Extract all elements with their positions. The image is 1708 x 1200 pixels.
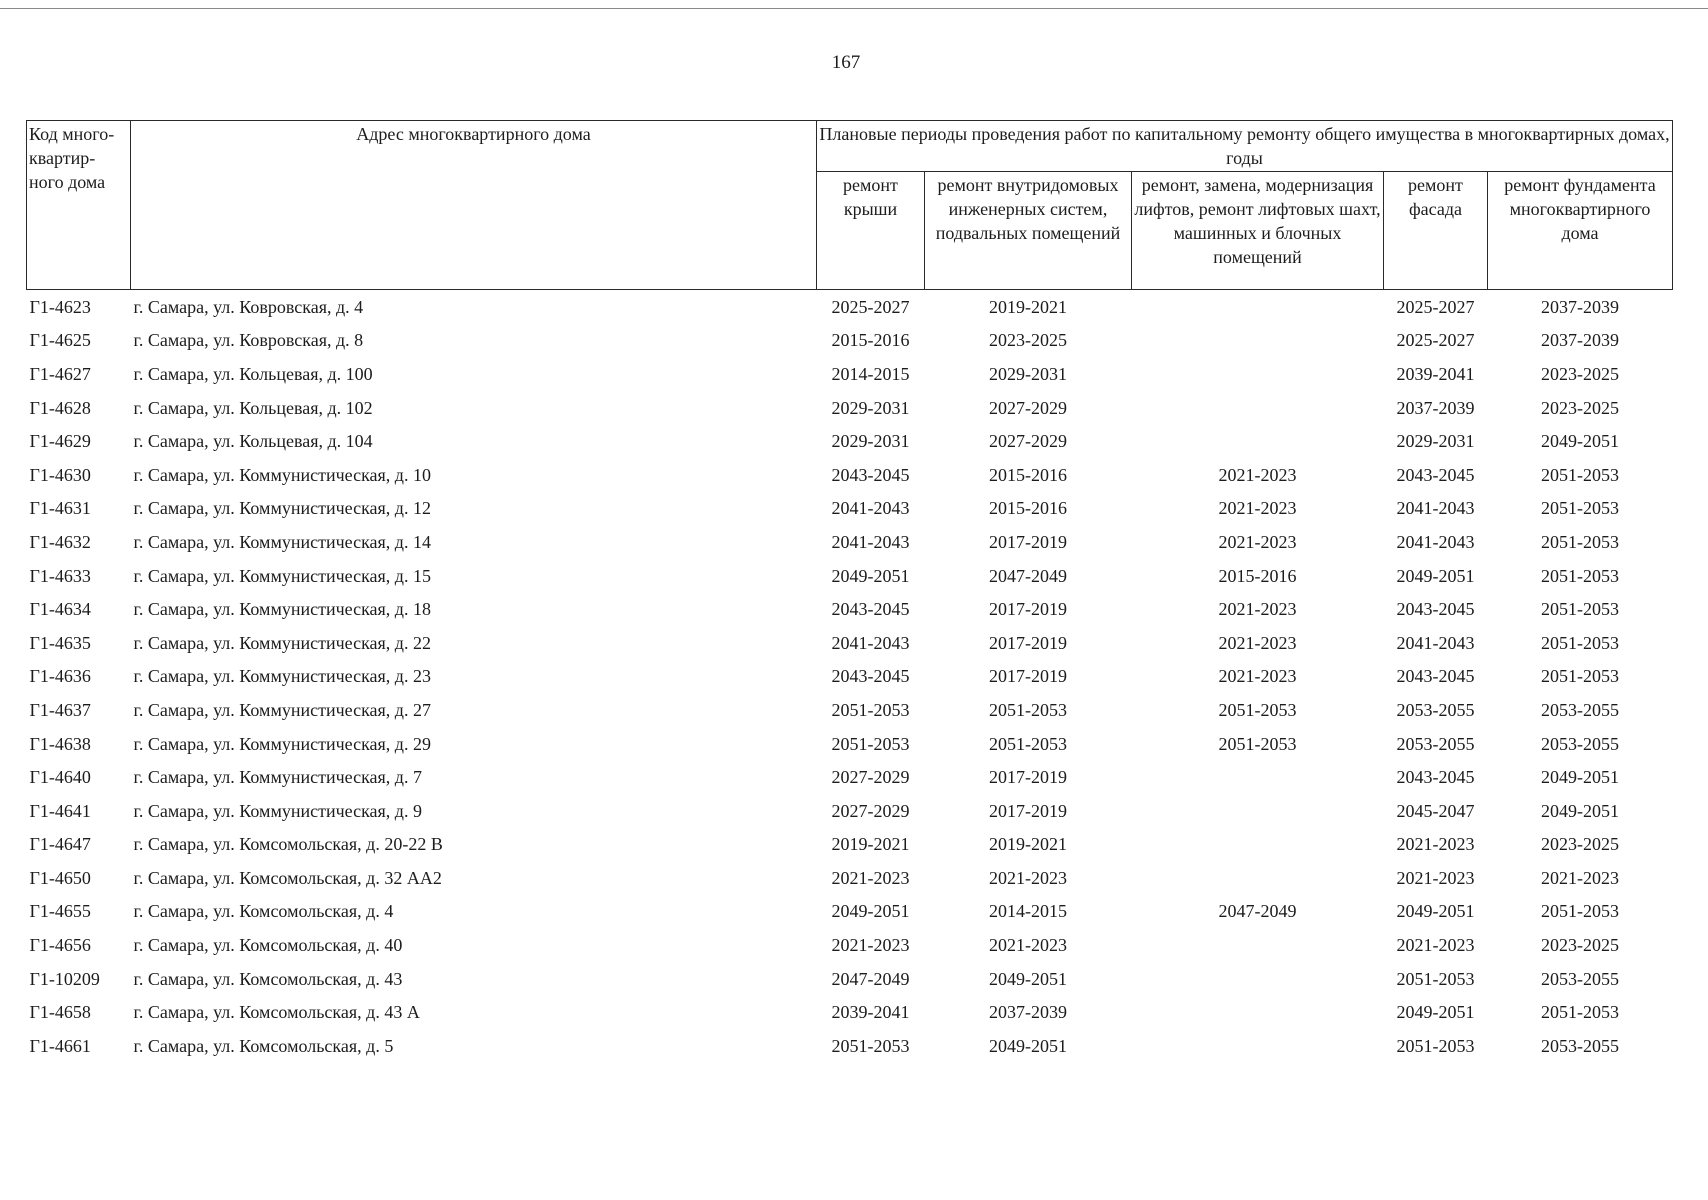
cell-engineering: 2021-2023 <box>989 867 1067 888</box>
cell-roof: 2051-2053 <box>831 733 910 754</box>
cell-code: Г1-4627 <box>29 363 91 384</box>
cell-elevator: 2021-2023 <box>1218 498 1297 519</box>
cell-foundation: 2049-2051 <box>1541 800 1619 821</box>
table-row <box>27 693 1673 727</box>
table-row <box>27 626 1673 660</box>
header-elevator: ремонт, замена, модернизация лифтов, ремонт лифтовых шахт, машинных и блочных помещений <box>1132 172 1384 290</box>
cell-code: Г1-4631 <box>29 498 91 519</box>
cell-code: Г1-4635 <box>29 632 91 653</box>
cell-facade: 2045-2047 <box>1396 800 1475 821</box>
table-row <box>27 458 1673 492</box>
header-planned-periods: Плановые периоды проведения работ по капитальному ремонту общего имущества в многоквартирных домах, годы <box>817 121 1673 172</box>
cell-foundation: 2049-2051 <box>1541 431 1619 452</box>
cell-foundation: 2051-2053 <box>1541 1002 1619 1023</box>
cell-facade: 2049-2051 <box>1396 901 1475 922</box>
cell-foundation: 2051-2053 <box>1541 531 1619 552</box>
cell-roof: 2021-2023 <box>831 935 910 956</box>
cell-foundation: 2023-2025 <box>1541 834 1619 855</box>
repair-plan-table <box>26 120 1673 1063</box>
cell-elevator: 2051-2053 <box>1218 699 1297 720</box>
cell-facade: 2021-2023 <box>1396 935 1475 956</box>
cell-elevator <box>1132 995 1384 1029</box>
cell-foundation: 2051-2053 <box>1541 632 1619 653</box>
cell-elevator: 2021-2023 <box>1218 464 1297 485</box>
cell-address: г. Самара, ул. Кольцевая, д. 100 <box>133 363 373 384</box>
cell-elevator: 2021-2023 <box>1218 531 1297 552</box>
cell-facade: 2053-2055 <box>1396 733 1475 754</box>
cell-engineering: 2017-2019 <box>989 599 1067 620</box>
cell-facade: 2025-2027 <box>1396 296 1475 317</box>
cell-foundation: 2049-2051 <box>1541 767 1619 788</box>
cell-roof: 2027-2029 <box>831 800 910 821</box>
cell-facade: 2053-2055 <box>1396 699 1475 720</box>
cell-engineering: 2023-2025 <box>989 330 1067 351</box>
cell-roof: 2021-2023 <box>831 867 910 888</box>
cell-engineering: 2017-2019 <box>989 666 1067 687</box>
cell-elevator <box>1132 1029 1384 1063</box>
cell-address: г. Самара, ул. Комсомольская, д. 40 <box>133 935 403 956</box>
cell-roof: 2019-2021 <box>831 834 910 855</box>
cell-facade: 2043-2045 <box>1396 666 1475 687</box>
table-row <box>27 794 1673 828</box>
table-row <box>27 828 1673 862</box>
cell-facade: 2043-2045 <box>1396 464 1475 485</box>
cell-address: г. Самара, ул. Комсомольская, д. 32 АА2 <box>133 867 442 888</box>
table-row <box>27 290 1673 324</box>
cell-code: Г1-4623 <box>29 296 91 317</box>
cell-address: г. Самара, ул. Ковровская, д. 4 <box>133 296 364 317</box>
cell-foundation: 2053-2055 <box>1541 699 1619 720</box>
cell-engineering: 2051-2053 <box>989 733 1067 754</box>
header-roof: ремонт крыши <box>817 172 925 290</box>
cell-foundation: 2051-2053 <box>1541 565 1619 586</box>
cell-facade: 2049-2051 <box>1396 565 1475 586</box>
cell-elevator: 2051-2053 <box>1218 733 1297 754</box>
table-body <box>27 290 1673 1063</box>
cell-address: г. Самара, ул. Кольцевая, д. 102 <box>133 397 373 418</box>
cell-address: г. Самара, ул. Коммунистическая, д. 27 <box>133 699 431 720</box>
cell-engineering: 2019-2021 <box>989 296 1067 317</box>
cell-facade: 2043-2045 <box>1396 767 1475 788</box>
cell-address: г. Самара, ул. Комсомольская, д. 4 <box>133 901 394 922</box>
cell-code: Г1-4647 <box>29 834 91 855</box>
cell-foundation: 2051-2053 <box>1541 599 1619 620</box>
cell-code: Г1-4641 <box>29 800 91 821</box>
cell-roof: 2039-2041 <box>831 1002 910 1023</box>
cell-roof: 2043-2045 <box>831 666 910 687</box>
cell-address: г. Самара, ул. Ковровская, д. 8 <box>133 330 364 351</box>
cell-facade: 2051-2053 <box>1396 968 1475 989</box>
cell-foundation: 2053-2055 <box>1541 733 1619 754</box>
cell-engineering: 2014-2015 <box>989 901 1067 922</box>
cell-facade: 2051-2053 <box>1396 1035 1475 1056</box>
cell-roof: 2029-2031 <box>831 397 910 418</box>
cell-elevator: 2021-2023 <box>1218 632 1297 653</box>
cell-engineering: 2037-2039 <box>989 1002 1067 1023</box>
table-row <box>27 760 1673 794</box>
cell-elevator: 2021-2023 <box>1218 599 1297 620</box>
cell-elevator <box>1132 928 1384 962</box>
cell-foundation: 2037-2039 <box>1541 296 1619 317</box>
cell-facade: 2021-2023 <box>1396 834 1475 855</box>
header-engineering: ремонт внутридомовых инженерных систем, подвальных помещений <box>925 172 1132 290</box>
cell-engineering: 2015-2016 <box>989 498 1067 519</box>
cell-foundation: 2051-2053 <box>1541 464 1619 485</box>
cell-foundation: 2023-2025 <box>1541 935 1619 956</box>
cell-roof: 2043-2045 <box>831 464 910 485</box>
cell-elevator <box>1132 357 1384 391</box>
cell-code: Г1-4658 <box>29 1002 91 1023</box>
table-row <box>27 928 1673 962</box>
cell-engineering: 2051-2053 <box>989 699 1067 720</box>
table-row <box>27 995 1673 1029</box>
header-code: Код много-квартир-ного дома <box>27 121 131 290</box>
table-row <box>27 727 1673 761</box>
cell-code: Г1-4637 <box>29 699 91 720</box>
cell-facade: 2021-2023 <box>1396 867 1475 888</box>
cell-code: Г1-4656 <box>29 935 91 956</box>
cell-elevator <box>1132 324 1384 358</box>
cell-roof: 2041-2043 <box>831 531 910 552</box>
cell-address: г. Самара, ул. Коммунистическая, д. 22 <box>133 632 431 653</box>
table-row <box>27 592 1673 626</box>
cell-engineering: 2017-2019 <box>989 767 1067 788</box>
cell-code: Г1-10209 <box>29 968 100 989</box>
cell-address: г. Самара, ул. Кольцевая, д. 104 <box>133 431 373 452</box>
cell-address: г. Самара, ул. Коммунистическая, д. 14 <box>133 531 431 552</box>
cell-engineering: 2017-2019 <box>989 632 1067 653</box>
cell-facade: 2043-2045 <box>1396 599 1475 620</box>
cell-address: г. Самара, ул. Коммунистическая, д. 15 <box>133 565 431 586</box>
cell-facade: 2025-2027 <box>1396 330 1475 351</box>
cell-roof: 2041-2043 <box>831 632 910 653</box>
cell-roof: 2015-2016 <box>831 330 910 351</box>
cell-code: Г1-4640 <box>29 767 91 788</box>
cell-roof: 2029-2031 <box>831 431 910 452</box>
cell-roof: 2027-2029 <box>831 767 910 788</box>
cell-facade: 2039-2041 <box>1396 363 1475 384</box>
cell-foundation: 2023-2025 <box>1541 397 1619 418</box>
cell-facade: 2041-2043 <box>1396 531 1475 552</box>
cell-roof: 2041-2043 <box>831 498 910 519</box>
cell-address: г. Самара, ул. Коммунистическая, д. 10 <box>133 464 431 485</box>
cell-foundation: 2053-2055 <box>1541 968 1619 989</box>
cell-engineering: 2021-2023 <box>989 935 1067 956</box>
cell-address: г. Самара, ул. Коммунистическая, д. 29 <box>133 733 431 754</box>
cell-code: Г1-4650 <box>29 867 91 888</box>
scan-edge-line <box>0 8 1708 9</box>
table-row <box>27 391 1673 425</box>
table-row <box>27 861 1673 895</box>
cell-address: г. Самара, ул. Комсомольская, д. 43 А <box>133 1002 420 1023</box>
cell-facade: 2041-2043 <box>1396 632 1475 653</box>
cell-foundation: 2051-2053 <box>1541 666 1619 687</box>
page-number: 167 <box>831 52 861 73</box>
table-row <box>27 525 1673 559</box>
cell-code: Г1-4628 <box>29 397 91 418</box>
cell-roof: 2051-2053 <box>831 1035 910 1056</box>
cell-elevator <box>1132 794 1384 828</box>
table-row <box>27 1029 1673 1063</box>
cell-address: г. Самара, ул. Комсомольская, д. 5 <box>133 1035 394 1056</box>
cell-engineering: 2019-2021 <box>989 834 1067 855</box>
table-row <box>27 424 1673 458</box>
cell-foundation: 2053-2055 <box>1541 1035 1619 1056</box>
cell-roof: 2049-2051 <box>831 565 910 586</box>
header-facade: ремонт фасада <box>1384 172 1488 290</box>
cell-engineering: 2027-2029 <box>989 431 1067 452</box>
cell-foundation: 2023-2025 <box>1541 363 1619 384</box>
cell-roof: 2049-2051 <box>831 901 910 922</box>
cell-elevator: 2047-2049 <box>1218 901 1297 922</box>
cell-elevator: 2021-2023 <box>1218 666 1297 687</box>
cell-roof: 2014-2015 <box>831 363 910 384</box>
cell-code: Г1-4632 <box>29 531 91 552</box>
cell-address: г. Самара, ул. Коммунистическая, д. 9 <box>133 800 422 821</box>
cell-foundation: 2051-2053 <box>1541 901 1619 922</box>
table-row <box>27 962 1673 996</box>
cell-code: Г1-4638 <box>29 733 91 754</box>
cell-elevator <box>1132 391 1384 425</box>
table-row <box>27 324 1673 358</box>
cell-roof: 2043-2045 <box>831 599 910 620</box>
cell-code: Г1-4655 <box>29 901 91 922</box>
cell-elevator <box>1132 962 1384 996</box>
cell-elevator <box>1132 760 1384 794</box>
table-row <box>27 559 1673 593</box>
cell-code: Г1-4630 <box>29 464 91 485</box>
header-address: Адрес многоквартирного дома <box>131 121 817 290</box>
cell-roof: 2025-2027 <box>831 296 910 317</box>
cell-facade: 2029-2031 <box>1396 431 1475 452</box>
cell-foundation: 2037-2039 <box>1541 330 1619 351</box>
table-row <box>27 357 1673 391</box>
cell-roof: 2047-2049 <box>831 968 910 989</box>
cell-elevator: 2015-2016 <box>1218 565 1297 586</box>
cell-address: г. Самара, ул. Комсомольская, д. 20-22 В <box>133 834 443 855</box>
cell-elevator <box>1132 828 1384 862</box>
header-foundation: ремонт фундамента многоквартирного дома <box>1488 172 1673 290</box>
cell-foundation: 2051-2053 <box>1541 498 1619 519</box>
table-row <box>27 492 1673 526</box>
cell-engineering: 2015-2016 <box>989 464 1067 485</box>
cell-code: Г1-4661 <box>29 1035 91 1056</box>
cell-engineering: 2049-2051 <box>989 968 1067 989</box>
cell-elevator <box>1132 290 1384 324</box>
cell-code: Г1-4625 <box>29 330 91 351</box>
cell-engineering: 2049-2051 <box>989 1035 1067 1056</box>
cell-engineering: 2017-2019 <box>989 800 1067 821</box>
cell-facade: 2041-2043 <box>1396 498 1475 519</box>
table-row <box>27 660 1673 694</box>
cell-engineering: 2047-2049 <box>989 565 1067 586</box>
cell-code: Г1-4636 <box>29 666 91 687</box>
cell-address: г. Самара, ул. Коммунистическая, д. 23 <box>133 666 431 687</box>
cell-code: Г1-4634 <box>29 599 91 620</box>
cell-engineering: 2017-2019 <box>989 531 1067 552</box>
cell-facade: 2049-2051 <box>1396 1002 1475 1023</box>
cell-engineering: 2027-2029 <box>989 397 1067 418</box>
cell-address: г. Самара, ул. Коммунистическая, д. 7 <box>133 767 422 788</box>
cell-foundation: 2021-2023 <box>1541 867 1619 888</box>
cell-address: г. Самара, ул. Комсомольская, д. 43 <box>133 968 403 989</box>
cell-code: Г1-4633 <box>29 565 91 586</box>
table-row <box>27 895 1673 929</box>
cell-address: г. Самара, ул. Коммунистическая, д. 18 <box>133 599 431 620</box>
cell-facade: 2037-2039 <box>1396 397 1475 418</box>
cell-elevator <box>1132 861 1384 895</box>
cell-roof: 2051-2053 <box>831 699 910 720</box>
cell-engineering: 2029-2031 <box>989 363 1067 384</box>
cell-elevator <box>1132 424 1384 458</box>
cell-address: г. Самара, ул. Коммунистическая, д. 12 <box>133 498 431 519</box>
cell-code: Г1-4629 <box>29 431 91 452</box>
